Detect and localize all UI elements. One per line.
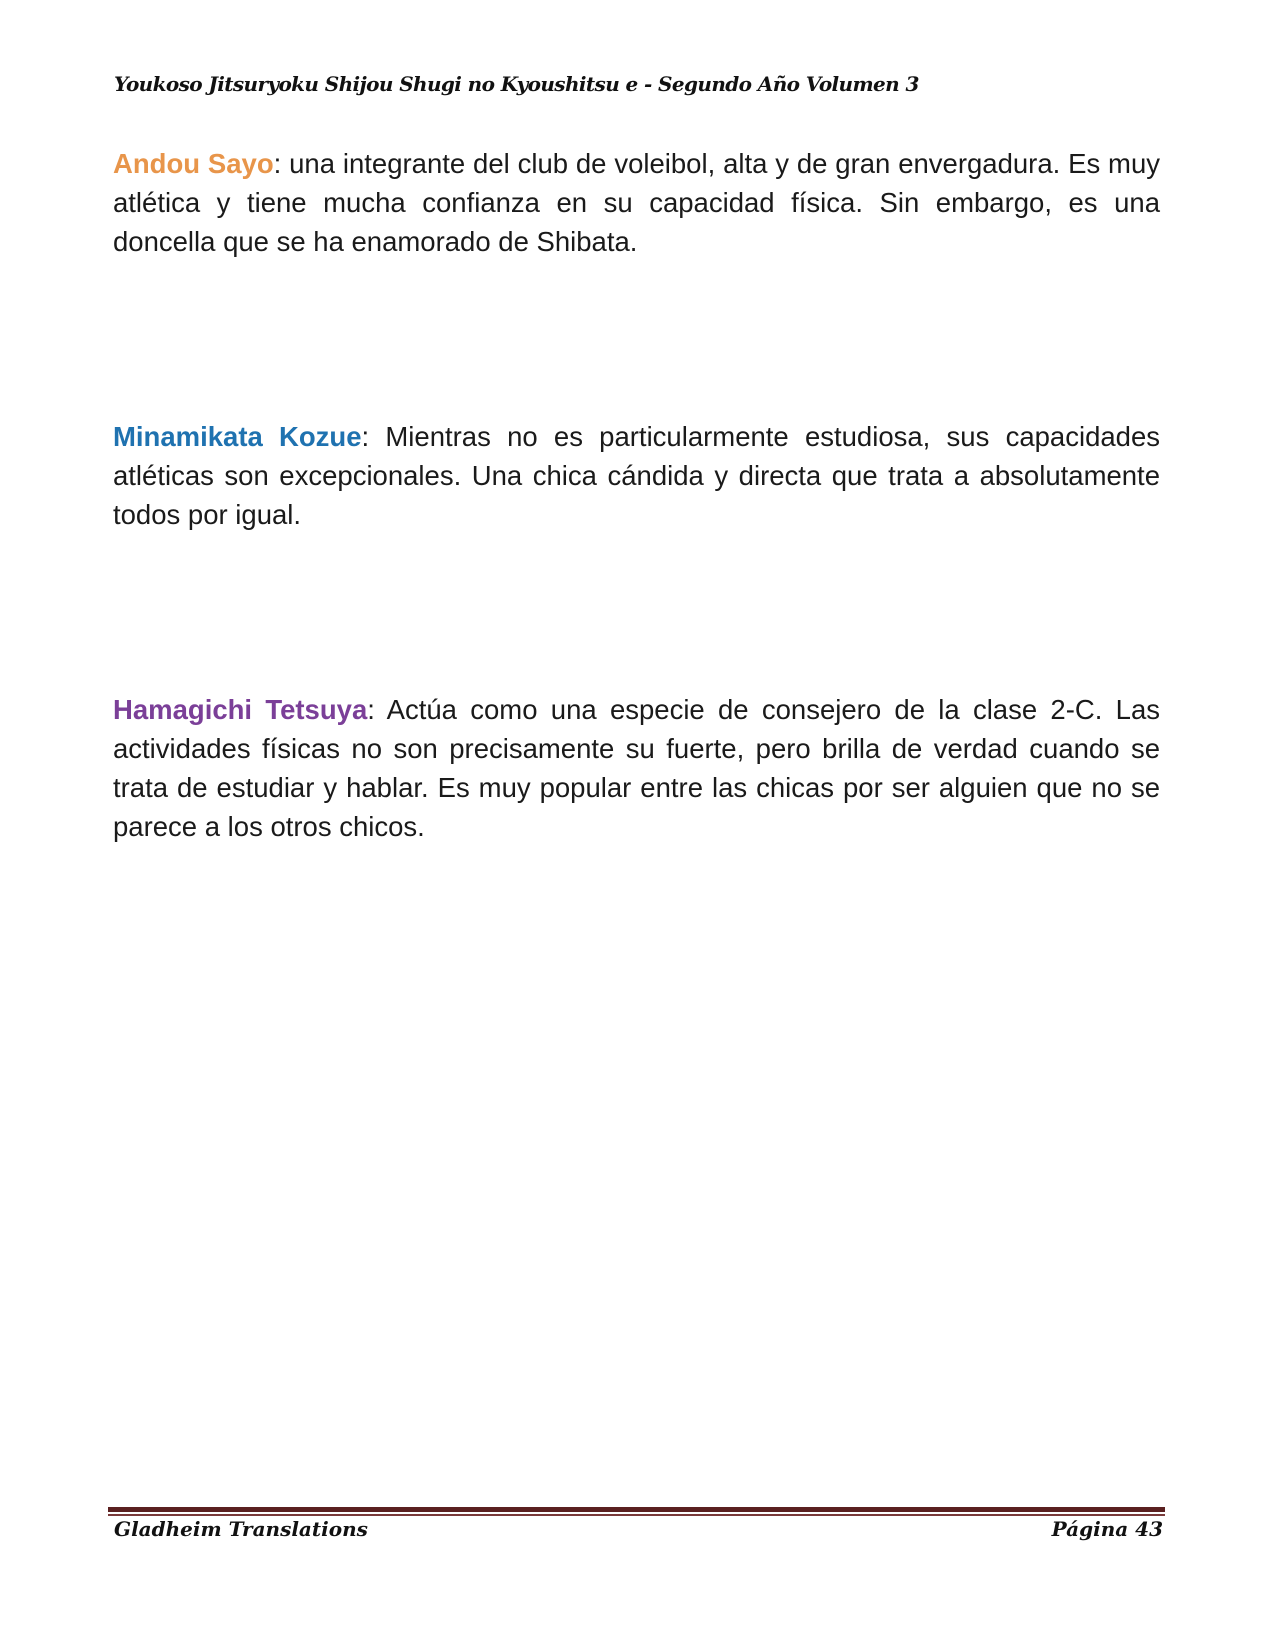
character-entry-hamagichi	[113, 690, 1160, 846]
footer-divider-thin	[108, 1514, 1165, 1516]
character-description: : Actúa como una especie de consejero de la clase 2-C. Las actividades físicas no son precisamente su fuerte, pero brilla de verdad cuando se trata de estudiar y hablar. Es muy popular entre las chicas por ser alguien que no se parece a los otros chicos.	[113, 694, 1160, 842]
page-content	[113, 144, 1160, 1002]
character-entry-andou	[113, 144, 1160, 261]
character-entry-minamikata	[113, 417, 1160, 534]
character-name: Minamikata Kozue	[113, 421, 362, 452]
character-name: Andou Sayo	[113, 148, 274, 179]
character-description: : una integrante del club de voleibol, alta y de gran envergadura. Es muy atlética y tiene mucha confianza en su capacidad física. Sin embargo, es una doncella que se ha enamorado de Shibata.	[113, 148, 1160, 257]
page-header-title: Youkoso Jitsuryoku Shijou Shugi no Kyoushitsu e - Segundo Año Volumen 3	[114, 72, 919, 96]
footer-page-number: Página 43	[1051, 1517, 1163, 1541]
footer-divider	[108, 1507, 1165, 1512]
character-name: Hamagichi Tetsuya	[113, 694, 368, 725]
footer-translator: Gladheim Translations	[114, 1517, 368, 1541]
character-description: : Mientras no es particularmente estudiosa, sus capacidades atléticas son excepcionales. Una chica cándida y directa que trata a absolutamente todos por igual.	[113, 421, 1160, 530]
